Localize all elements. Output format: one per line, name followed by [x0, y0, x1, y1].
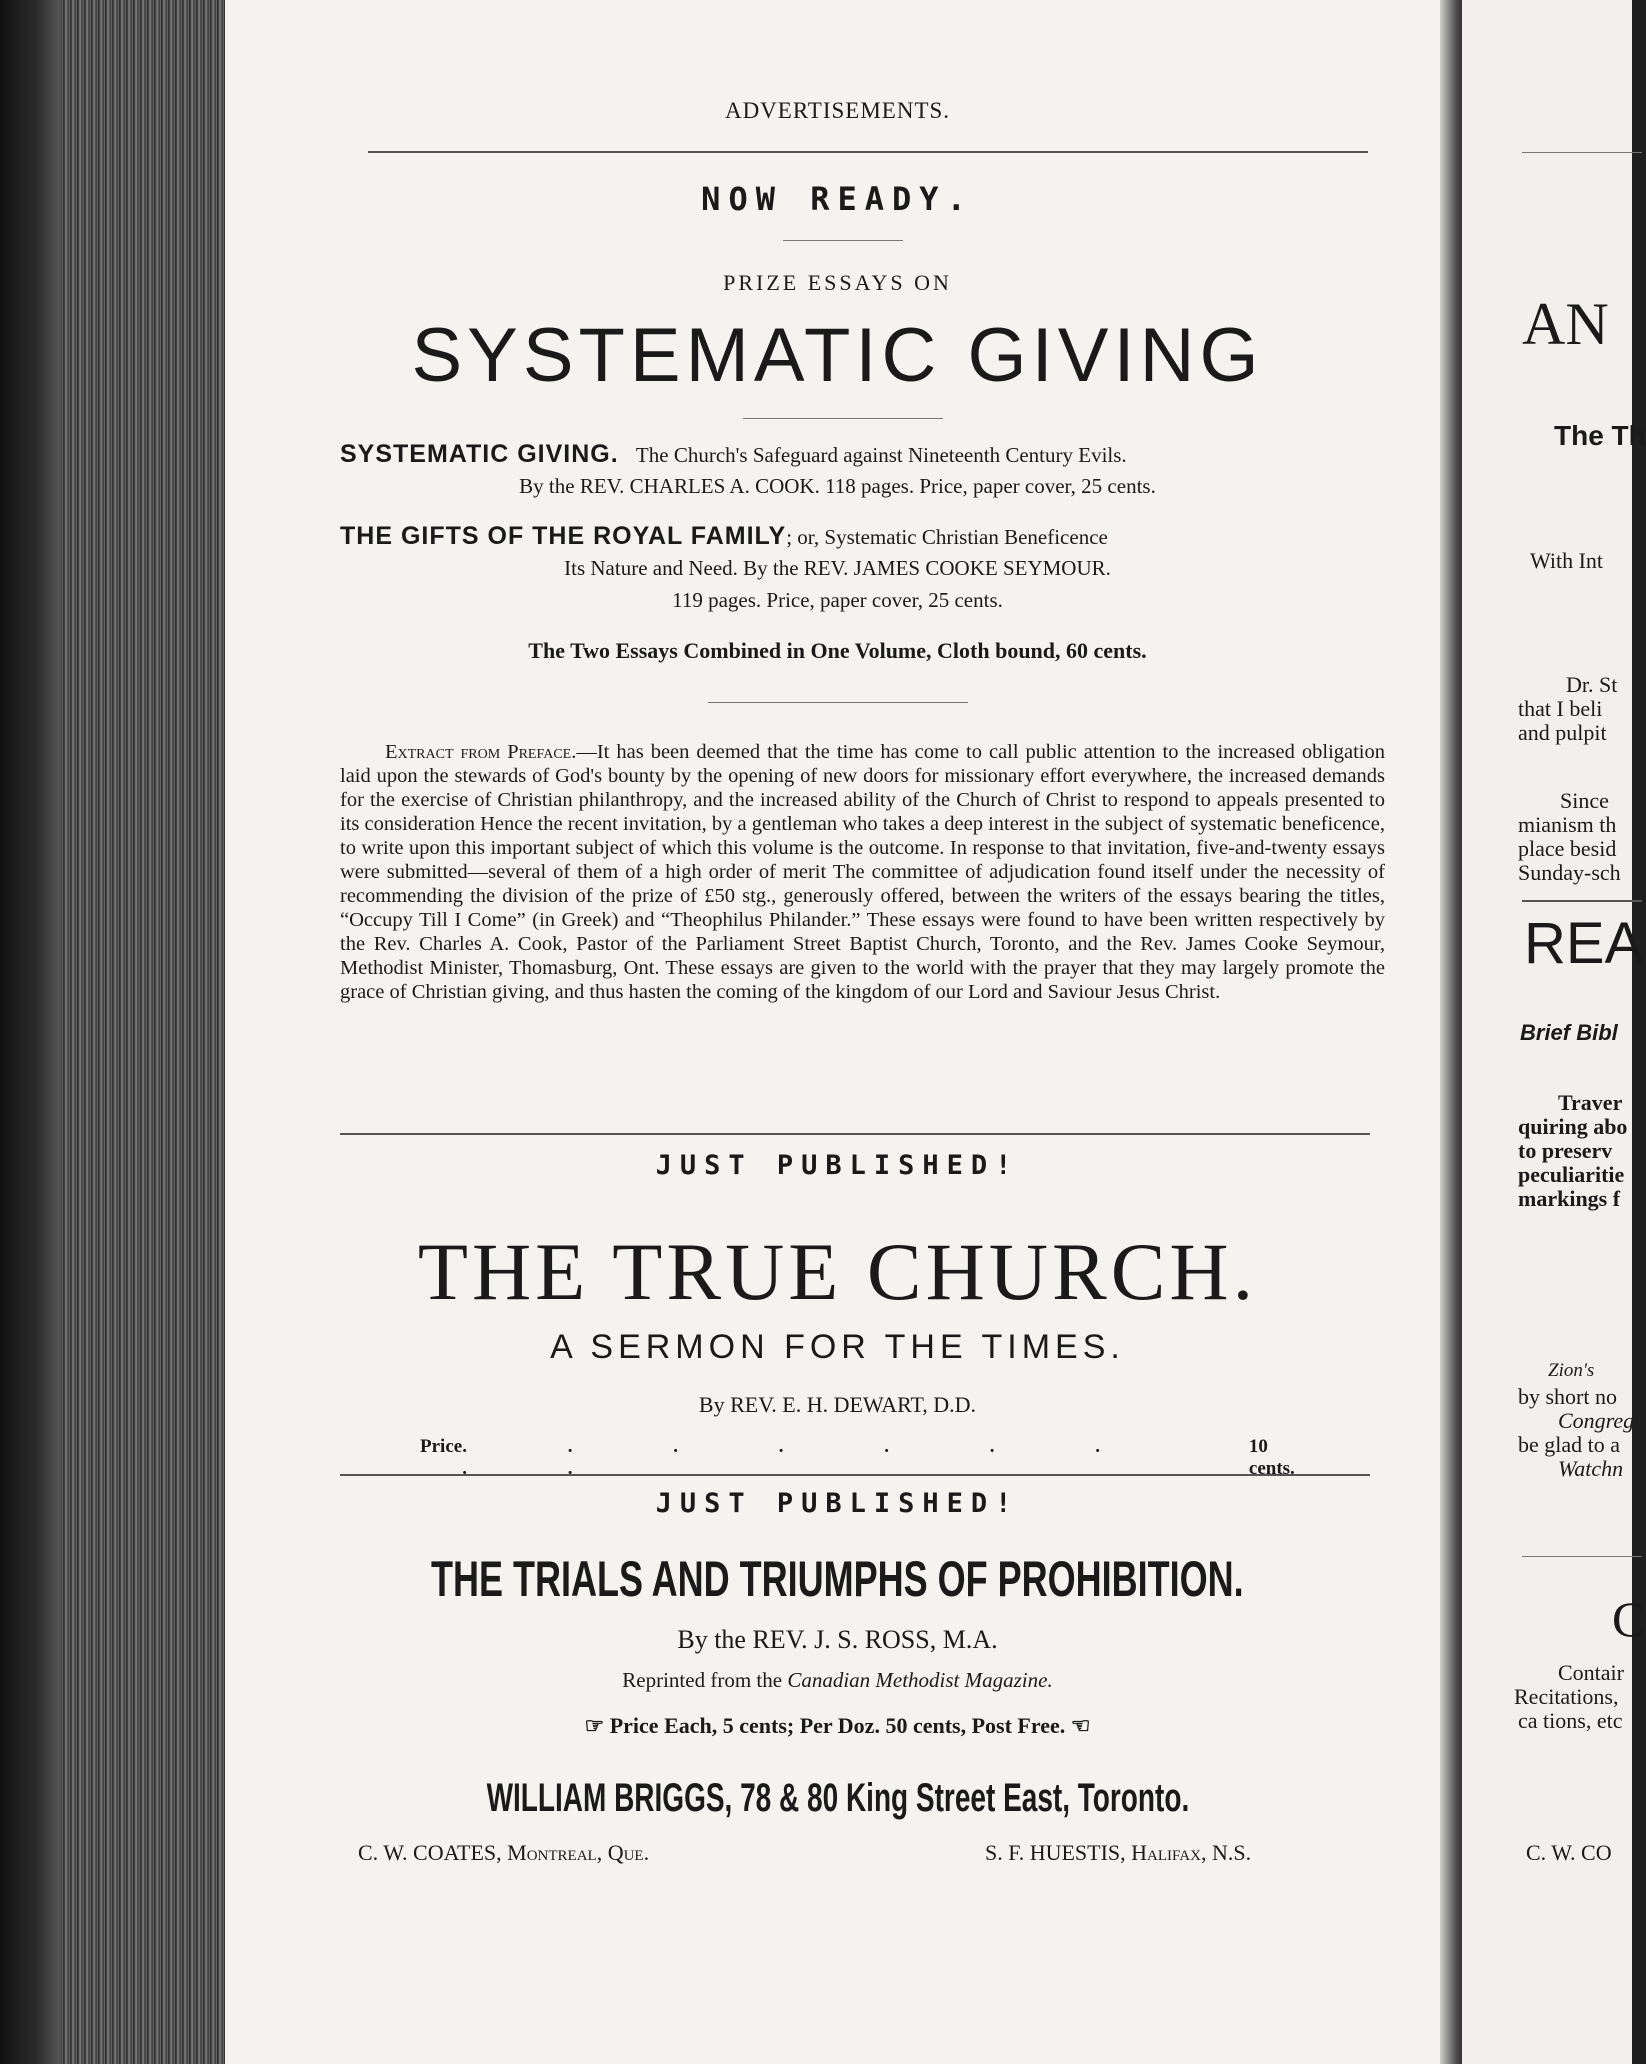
preface-label: Extract from Preface. — [385, 741, 577, 763]
book2-subtitle: ; or, Systematic Christian Beneficence — [786, 525, 1108, 549]
book1-title: SYSTEMATIC GIVING. — [340, 440, 619, 468]
advertisement-page — [225, 0, 1450, 2064]
facing-line: C. W. CO — [1526, 1840, 1612, 1865]
facing-line: be glad to a — [1518, 1432, 1621, 1457]
facing-line: Congreg — [1558, 1408, 1635, 1433]
facing-header-rule — [1522, 152, 1642, 153]
systematic-giving-title: SYSTEMATIC GIVING — [411, 313, 1264, 398]
book2-title: THE GIFTS OF THE ROYAL FAMILY — [340, 522, 787, 550]
facing-page-fragment — [1462, 0, 1646, 2064]
reprint-source: Canadian Methodist Magazine. — [787, 1668, 1053, 1692]
facing-line: Watchn — [1558, 1456, 1624, 1481]
section-rule-2 — [340, 1474, 1370, 1476]
facing-rule-2 — [1522, 1556, 1642, 1557]
prohibition-price-text: Price Each, 5 cents; Per Doz. 50 cents, Post Free. — [609, 1713, 1066, 1738]
prohibition-author: By the REV. J. S. ROSS, M.A. — [677, 1625, 998, 1654]
prohibition-price — [225, 1713, 1450, 1739]
facing-line: peculiaritie — [1518, 1162, 1625, 1187]
title-divider — [743, 418, 943, 419]
page-header: ADVERTISEMENTS. — [724, 98, 951, 123]
facing-line: AN — [1522, 291, 1609, 357]
true-church-title: THE TRUE CHURCH. — [417, 1226, 1258, 1317]
pointing-hand-left-icon: ☜ — [1065, 1713, 1091, 1738]
publisher-right-place: Halifax, N.S. — [1131, 1840, 1252, 1865]
true-church-subtitle: A SERMON FOR THE TIMES. — [550, 1328, 1125, 1366]
header-rule — [368, 151, 1368, 153]
facing-line: ca tions, etc — [1518, 1708, 1623, 1733]
just-published-2: JUST PUBLISHED! — [655, 1488, 1020, 1519]
facing-line: quiring abo — [1518, 1114, 1628, 1139]
publisher-left-name: C. W. COATES, — [358, 1840, 502, 1865]
facing-line: Zion's — [1548, 1360, 1595, 1381]
facing-line: Sunday-sch — [1518, 860, 1621, 885]
binding-shadow — [0, 0, 60, 2064]
facing-line: Since — [1560, 788, 1609, 813]
price-leader-dots: . . . . . . . . . — [462, 1436, 1148, 1479]
now-ready-heading: NOW READY. — [701, 180, 974, 218]
facing-line: Brief Bibl — [1520, 1020, 1618, 1045]
preface-paragraph — [340, 740, 1385, 1004]
book2-price: 119 pages. Price, paper cover, 25 cents. — [672, 588, 1003, 612]
facing-line: With Int — [1530, 548, 1604, 573]
prohibition-title-wrap — [225, 1550, 1450, 1608]
facing-rule — [1522, 900, 1642, 902]
facing-line: that I beli — [1518, 696, 1603, 721]
facing-line: to preserv — [1518, 1138, 1613, 1163]
section-rule-1 — [340, 1133, 1370, 1135]
publisher-left-place: Montreal, Que. — [507, 1840, 650, 1865]
book1-line1 — [340, 440, 1127, 469]
publisher-wrap — [225, 1776, 1450, 1821]
facing-line: REA — [1524, 911, 1644, 976]
reprint-prefix: Reprinted from the — [622, 1668, 783, 1692]
facing-line: Traver — [1558, 1090, 1623, 1115]
facing-line: Contair — [1558, 1660, 1624, 1685]
facing-line: place besid — [1518, 836, 1617, 861]
book1-details: By the REV. CHARLES A. COOK. 118 pages. Price, paper cover, 25 cents. — [519, 474, 1156, 498]
prohibition-title: THE TRIALS AND TRIUMPHS OF PROHIBITION. — [431, 1551, 1244, 1607]
book2-details: Its Nature and Need. By the REV. JAMES COOKE SEYMOUR. — [564, 556, 1111, 580]
facing-line: Dr. St — [1566, 672, 1618, 697]
facing-line: markings f — [1518, 1186, 1621, 1211]
prize-essays-kicker: PRIZE ESSAYS ON — [723, 270, 952, 295]
facing-line: Recitations, — [1514, 1684, 1619, 1709]
just-published-1: JUST PUBLISHED! — [655, 1150, 1020, 1181]
facing-line: The Th — [1554, 420, 1646, 451]
prohibition-reprint — [225, 1668, 1450, 1693]
preface-body: —It has been deemed that the time has come to call public attention to the increased obligation laid upon the stewards of God's bounty by the opening of new doors for missionary effort everywhere, the increased demands for the exercise of Christian philanthropy, and the increased ability of the Church of Christ to respond to appeals presented to its consideration Hence the recent invitation, by a gentleman who takes a deep interest in the subject of systematic beneficence, to write upon this important subject of which this volume is the outcome. In response to that invitation, five-and-twenty essays were submitted—several of them of a high order of merit The committee of adjudication found itself under the necessity of recommending the division of the prize of £50 stg., generously offered, between the writers of the essays bearing the titles, “Occupy Till I Come” (in Greek) and “Theophilus Philander.” These essays were found to have been written respectively by the Rev. Charles A. Cook, Pastor of the Parliament Street Baptist Church, Toronto, and the Rev. James Cooke Seymour, Methodist Minister, Thomasburg, Ont. These essays are given to the world with the prayer that they may largely promote the grace of Christian giving, and thus hasten the coming of the kingdom of our Lord and Saviour Jesus Christ. — [340, 741, 1385, 1003]
facing-line: and pulpit — [1518, 720, 1607, 745]
publisher-right — [985, 1840, 1251, 1866]
book1-subtitle: The Church's Safeguard against Nineteenth Century Evils. — [635, 443, 1127, 467]
book2-line1 — [340, 522, 1108, 551]
price-label: Price — [420, 1436, 463, 1457]
pointing-hand-icon: ☞ — [584, 1713, 610, 1738]
publisher-left — [358, 1840, 649, 1866]
price-value: 10 cents. — [1248, 1436, 1295, 1479]
facing-line: mianism th — [1518, 812, 1617, 837]
true-church-author: By REV. E. H. DEWART, D.D. — [698, 1392, 977, 1417]
publisher-right-name: S. F. HUESTIS, — [985, 1840, 1126, 1865]
short-divider — [783, 240, 903, 241]
combined-offer: The Two Essays Combined in One Volume, Cloth bound, 60 cents. — [528, 638, 1147, 663]
offer-divider — [708, 702, 968, 703]
facing-line: C — [1612, 1591, 1646, 1647]
facing-line: by short no — [1518, 1384, 1617, 1409]
publisher-main: WILLIAM BRIGGS, 78 & 80 King Street East, Toronto. — [486, 1776, 1189, 1820]
